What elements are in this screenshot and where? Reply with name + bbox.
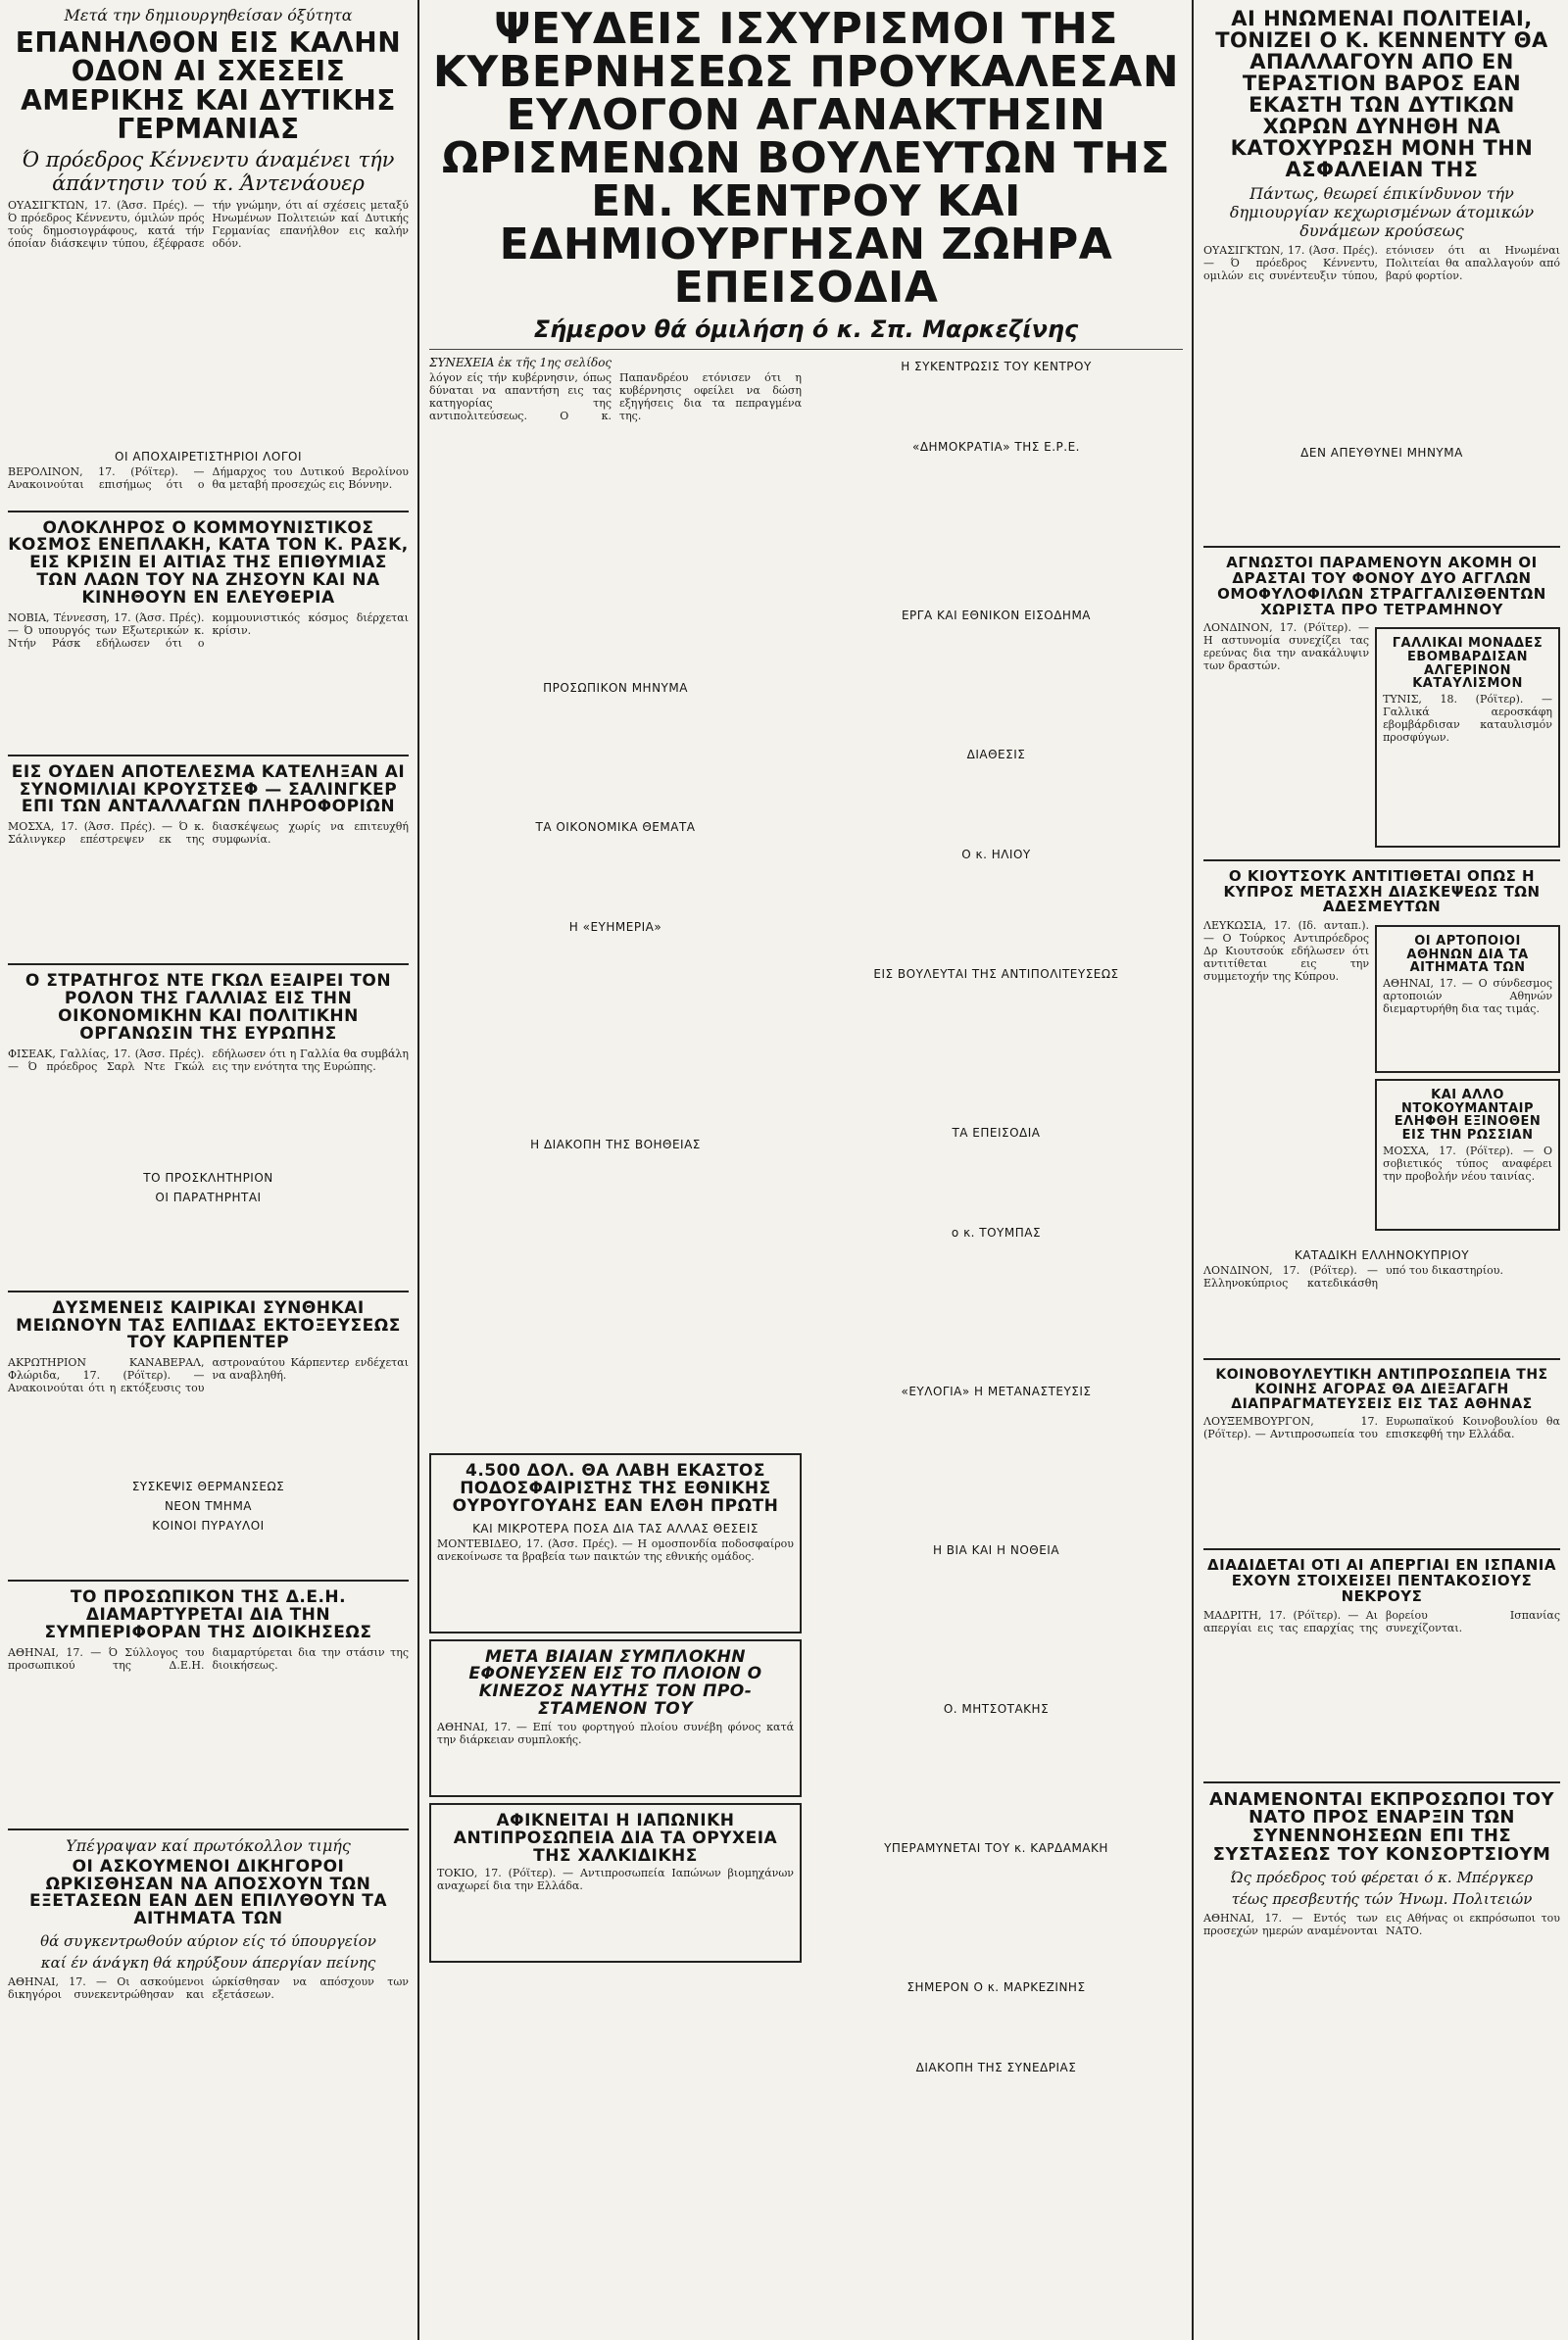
article-body: ΒΕΡΟΛΙΝΟΝ, 17. (Ρόϊτερ). — Ανακοινούται επισήμως ότι ο Δήμαρχος του Δυτικού Βερολίνου θα μεταβή προσεχώς εις Βόννην. — [8, 464, 409, 491]
headline-carpenter: ΔΥΣΜΕΝΕΙΣ ΚΑΙΡΙΚΑΙ ΣΥΝΘΗΚΑΙ ΜΕΙΩΝΟΥΝ ΤΑΣ ΕΛΠΙΔΑΣ ΕΚΤΟΞΕΥΣΕΩΣ ΤΟΥ ΚΑΡΠΕΝΤΕΡ — [16, 1297, 401, 1353]
article-nato-consortium — [1203, 1781, 1560, 2060]
headline-spain-strikes: ΔΙΑΔΙΔΕΤΑΙ ΟΤΙ ΑΙ ΑΠΕΡΓΙΑΙ ΕΝ ΙΣΠΑΝΙΑ ΕΧΟΥΝ ΣΤΟΙΧΕΙΣΕΙ ΠΕΝΤΑΚΟΣΙΟΥΣ ΝΕΚΡΟΥΣ — [1207, 1556, 1556, 1605]
article-body: ΛΟΥΞΕΜΒΟΥΡΓΟΝ, 17. (Ρόϊτερ). — Αντιπροσωπεία του Ευρωπαϊκού Κοινοβουλίου θα επισκεφθή την Ελλάδα. — [1203, 1415, 1560, 1441]
center-body — [429, 354, 1183, 2340]
headline-common-market: ΚΟΙΝΟΒΟΥΛΕΥΤΙΚΗ ΑΝΤΙΠΡΟΣΩΠΕΙΑ ΤΗΣ ΚΟΙΝΗΣ ΑΓΟΡΑΣ ΘΑ ΔΙΕΞΑΓΑΓΗ ΔΙΑΠΡΑΓΜΑΤΕΥΣΕΙΣ ΕΙΣ ΤΑΣ ΑΘΗΝΑΣ — [1215, 1367, 1548, 1412]
headline-kutchuk: Ο ΚΙΟΥΤΣΟΥΚ ΑΝΤΙΤΙΘΕΤΑΙ ΟΠΩΣ Η ΚΥΠΡΟΣ ΜΕΤΑΣΧΗ ΔΙΑΣΚΕΨΕΩΣ ΤΩΝ ΑΔΕΣΜΕΥΤΩΝ — [1223, 866, 1541, 916]
article-kutchuk — [1203, 859, 1560, 1352]
left-column — [0, 0, 416, 2340]
article-body: ΟΥΑΣΙΓΚΤΩΝ, 17. (Άσσ. Πρές). — Ό πρόεδρος Κέννεντυ, ομιλών εις συνέντευξιν τύπου, ετόνισεν ότι αι Ηνωμέναι Πολιτείαι θα απαλλαγούν από βαρύ φορτίον. — [1203, 244, 1560, 283]
article-common-market — [1203, 1358, 1560, 1542]
subheadline-nato-b: τέως πρεσβευτής τών Ήνωμ. Πολιτειών — [1231, 1890, 1533, 1909]
section-heading: Η «ΕΥΗΜΕΡΙΑ» — [568, 920, 662, 934]
section-heading: «ΕΥΛΟΓΙΑ» Η ΜΕΤΑΝΑΣΤΕΥΣΙΣ — [901, 1385, 1092, 1398]
section-heading: Ο. ΜΗΤΣΟΤΑΚΗΣ — [943, 1702, 1050, 1716]
section-heading: ΔΙΑΚΟΠΗ ΤΗΣ ΣΥΝΕΔΡΙΑΣ — [915, 2061, 1077, 2074]
article-communist-world — [8, 511, 409, 749]
section-heading: Ο κ. ΗΛΙΟΥ — [961, 848, 1031, 861]
center-column — [421, 0, 1191, 2340]
article-body: ΜΟΣΧΑ, 17. (Ρόϊτερ). — Ο σοβιετικός τύπος αναφέρει την προβολήν νέου ταινίας. — [1383, 1144, 1552, 1183]
article-body: ΑΘΗΝΑΙ, 17. — Εντός των προσεχών ημερών αναμένονται εις Αθήνας οι εκπρόσωποι του ΝΑΤΟ. — [1203, 1912, 1560, 1938]
article-body: ΑΘΗΝΑΙ, 17. — Ο σύνδεσμος αρτοποιών Αθηνών διεμαρτυρήθη δια τας τιμάς. — [1383, 977, 1552, 1016]
headline-dei-staff: ΤΟ ΠΡΟΣΩΠΙΚΟΝ ΤΗΣ Δ.Ε.Η. ΔΙΑΜΑΡΤΥΡΕΤΑΙ ΔΙΑ ΤΗΝ ΣΥΜΠΕΡΙΦΟΡΑΝ ΤΗΣ ΔΙΟΙΚΗΣΕΩΣ — [44, 1587, 372, 1642]
center-right-half — [809, 354, 1183, 2340]
subheadline-lawyers-a: θά συγκεντρωθούν αύριον είς τό ύπουργείον — [40, 1932, 376, 1951]
subheadline-markezinis: Σήμερον θά όμιλήση ό κ. Σπ. Μαρκεζίνης — [533, 316, 1079, 343]
article-body: ΑΘΗΝΑΙ, 17. — Επί του φορτηγού πλοίου συνέβη φόνος κατά την διάρκειαν συμπλοκής. — [437, 1720, 794, 1746]
headline-de-gaulle: Ο ΣΤΡΑΤΗΓΟΣ ΝΤΕ ΓΚΩΛ ΕΞΑΙΡΕΙ ΤΟΝ ΡΟΛΟΝ ΤΗΣ ΓΑΛΛΙΑΣ ΕΙΣ ΤΗΝ ΟΙΚΟΝΟΜΙΚΗΝ ΚΑΙ ΠΟΛΙΤΙΚΗΝ ΟΡΓΑΝΩΣΙΝ ΤΗΣ ΕΥΡΩΠΗΣ — [24, 971, 392, 1044]
article-body: ΛΟΝΔΙΝΟΝ, 17. (Ρόϊτερ). — Η αστυνομία συνεχίζει τας ερεύνας δια την ανακάλυψιν των δραστών. — [1203, 621, 1370, 673]
article-body: λόγον είς τήν κυβέρνησιν, όπως δύναται να απαντήση εις τας κατηγορίας της αντιπολιτεύσεως. Ο κ. Παπανδρέου ετόνισεν ότι η κυβέρνησις οφείλει να δώση εξηγήσεις δια τα πεπραγμένα της. — [429, 371, 802, 422]
article-spain-strikes — [1203, 1548, 1560, 1775]
headline-japanese-delegation: ΑΦΙΚΝΕΙΤΑΙ Η ΙΑΠΩΝΙΚΗ ΑΝΤΙΠΡΟΣΩΠΕΙΑ ΔΙΑ ΤΑ ΟΡΥΧΕΙΑ ΤΗΣ ΧΑΛΚΙΔΙΚΗΣ — [453, 1810, 778, 1866]
headline-lawyers: ΟΙ ΑΣΚΟΥΜΕΝΟΙ ΔΙΚΗΓΟΡΟΙ ΩΡΚΙΣΘΗΣΑΝ ΝΑ ΑΠΟΣΧΟΥΝ ΤΩΝ ΕΞΕΤΑΣΕΩΝ ΕΑΝ ΔΕΝ ΕΠΙΛΥΘΟΥΝ ΤΑ ΑΙΤΗΜΑΤΑ ΤΩΝ — [28, 1856, 388, 1929]
box-french-bombing — [1375, 627, 1560, 848]
headline-america-germany: ΕΠΑΝΗΛΘΟΝ ΕΙΣ ΚΑΛΗΝ ΟΔΟΝ ΑΙ ΣΧΕΣΕΙΣ ΑΜΕΡΙΚΗΣ ΚΑΙ ΔΥΤΙΚΗΣ ΓΕΡΜΑΝΙΑΣ — [15, 26, 402, 146]
section-heading: ΠΡΟΣΩΠΙΚΟΝ ΜΗΝΥΜΑ — [543, 681, 688, 695]
sidebar-boxes — [1375, 919, 1560, 1243]
section-heading: ΝΕΟΝ ΤΜΗΜΑ — [164, 1499, 253, 1514]
headline-khrushchev-salinger: ΕΙΣ ΟΥΔΕΝ ΑΠΟΤΕΛΕΣΜΑ ΚΑΤΕΛΗΞΑΝ ΑΙ ΣΥΝΟΜΙΛΙΑΙ ΚΡΟΥΣΤΣΕΦ — ΣΑΛΙΝΓΚΕΡ ΕΠΙ ΤΩΝ ΑΝΤΑΛΛΑΓΩΝ ΠΛΗΡΟΦΟΡΙΩΝ — [11, 761, 406, 817]
section-heading: ΚΟΙΝΟΙ ΠΥΡΑΥΛΟΙ — [152, 1519, 265, 1534]
section-heading: ο κ. ΤΟΥΜΠΑΣ — [951, 1226, 1042, 1240]
column-rule — [1192, 0, 1194, 2340]
section-heading: ΤΑ ΟΙΚΟΝΟΜΙΚΑ ΘΕΜΑΤΑ — [535, 820, 696, 834]
box-uruguay-players — [429, 1453, 802, 1633]
section-heading: ΔΕΝ ΑΠΕΥΘΥΝΕΙ ΜΗΝΥΜΑ — [1300, 446, 1463, 461]
section-heading: ΥΠΕΡΑΜΥΝΕΤΑΙ ΤΟΥ κ. ΚΑΡΔΑΜΑΚΗ — [884, 1841, 1108, 1855]
article-dei-staff — [8, 1580, 409, 1823]
article-khrushchev-salinger — [8, 755, 409, 958]
article-carpenter — [8, 1291, 409, 1575]
section-heading: ΣΗΜΕΡΟΝ Ο κ. ΜΑΡΚΕΖΙΝΗΣ — [906, 1980, 1086, 1994]
article-body: ΑΘΗΝΑΙ, 17. — Ό Σύλλογος του προσωπικού της Δ.Ε.Η. διαμαρτύρεται δια την στάσιν της διοικήσεως. — [8, 1645, 409, 1672]
headline-french-bombing: ΓΑΛΛΙΚΑΙ ΜΟΝΑΔΕΣ ΕΒΟΜΒΑΡΔΙΣΑΝ ΑΛΓΕΡΙΝΟΝ ΚΑΤΑΥΛΙΣΜΟΝ — [1392, 636, 1544, 692]
article-london-murders — [1203, 546, 1560, 853]
headline-nato-consortium: ΑΝΑΜΕΝΟΝΤΑΙ ΕΚΠΡΟΣΩΠΟΙ ΤΟΥ ΝΑΤΟ ΠΡΟΣ ΕΝΑΡΞΙΝ ΤΩΝ ΣΥΝΕΝΝΟΗΣΕΩΝ ΕΠΙ ΤΗΣ ΣΥΣΤΑΣΕΩΣ ΤΟΥ ΚΟΝΣΟΡΤΣΙΟΥΜ — [1208, 1788, 1555, 1866]
headline-london-murders: ΑΓΝΩΣΤΟΙ ΠΑΡΑΜΕΝΟΥΝ ΑΚΟΜΗ ΟΙ ΔΡΑΣΤΑΙ ΤΟΥ ΦΟΝΟΥ ΔΥΟ ΑΓΓΛΩΝ ΟΜΟΦΥΛΟΦΙΛΩΝ ΣΤΡΑΓΓΑΛΙΣΘΕΝΤΩΝ ΧΩΡΙΣΤΑ ΠΡΟ ΤΕΤΡΑΜΗΝΟΥ — [1217, 554, 1546, 618]
lead-kicker: Μετά την δημιουργηθείσαν όξύτητα — [64, 6, 353, 24]
subheadline-uruguay: ΚΑΙ ΜΙΚΡΟΤΕΡΑ ΠΟΣΑ ΔΙΑ ΤΑΣ ΑΛΛΑΣ ΘΕΣΕΙΣ — [472, 1521, 759, 1536]
subheadline-kennedy-adenauer: Ό πρόεδρος Κέννεντυ άναμένει τήν άπάντησιν τού κ. Άντενάουερ — [22, 147, 395, 195]
continued-label: ΣΥΝΕΧΕΙΑ ἐκ τῆς 1ης σελίδος — [429, 356, 612, 369]
article-lawyers — [8, 1828, 409, 2093]
article-body: ΜΟΣΧΑ, 17. (Άσσ. Πρές). — Ό κ. Σάλινγκερ επέστρεψεν εκ της διασκέψεως χωρίς να επιτευχθή συμφωνία. — [8, 820, 409, 847]
section-heading: ΚΑΤΑΔΙΚΗ ΕΛΛΗΝΟΚΥΠΡΙΟΥ — [1294, 1248, 1470, 1263]
article-body: ΜΑΔΡΙΤΗ, 17. (Ρόϊτερ). — Αι απεργίαι εις τας επαρχίας της βορείου Ισπανίας συνεχίζονται. — [1203, 1608, 1560, 1634]
article-body: ΛΕΥΚΩΣΙΑ, 17. (Ιδ. ανταπ.). — Ο Τούρκος Αντιπρόεδρος Δρ Κιουτσούκ εδήλωσεν ότι αντιτίθεται εις την συμμετοχήν της Κύπρου. — [1203, 919, 1370, 984]
center-left-half — [429, 354, 802, 2340]
article-body: ΤΥΝΙΣ, 18. (Ρόϊτερ). — Γαλλικά αεροσκάφη εβομβάρδισαν καταυλισμόν προσφύγων. — [1383, 692, 1552, 744]
headline-uruguay: 4.500 ΔΟΛ. ΘΑ ΛΑΒΗ ΕΚΑΣΤΟΣ ΠΟΔΟΣΦΑΙΡΙΣΤΗΣ ΤΗΣ ΕΘΝΙΚΗΣ ΟΥΡΟΥΓΟΥΑΗΣ ΕΑΝ ΕΛΘΗ ΠΡΩΤΗ — [452, 1461, 779, 1516]
subheadline-lawyers-b: καί έν άνάγκη θά κηρύξουν άπεργίαν πείνης — [40, 1954, 376, 1973]
article-de-gaulle — [8, 963, 409, 1284]
article-body: ΑΚΡΩΤΗΡΙΟΝ ΚΑΝΑΒΕΡΑΛ, Φλώριδα, 17. (Ρόϊτερ). — Ανακοινούται ότι η εκτόξευσις του αστροναύτου Κάρπεντερ ενδέχεται να αναβληθή. — [8, 1356, 409, 1395]
section-heading: ΣΥΣΚΕΨΙΣ ΘΕΡΜΑΝΣΕΩΣ — [131, 1480, 285, 1494]
box-chinese-sailor — [429, 1639, 802, 1797]
article-body: ΝΟΒΙΑ, Τέννεσση, 17. (Άσσ. Πρές). — Ό υπουργός των Εξωτερικών κ. Ντήν Ράσκ εδήλωσεν ότι ο κομμουνιστικός κόσμος διέρχεται κρίσιν. — [8, 610, 409, 650]
article-body: ΛΟΝΔΙΝΟΝ, 17. (Ρόϊτερ). — Ελληνοκύπριος κατεδικάσθη υπό του δικαστηρίου. — [1203, 1264, 1503, 1291]
box-documentary — [1375, 1079, 1560, 1231]
article-body: ΜΟΝΤΕΒΙΔΕΟ, 17. (Άσσ. Πρές). — Η ομοσπονδία ποδοσφαίρου ανεκοίνωσε τα βραβεία των παικτών της εθνικής ομάδος. — [437, 1536, 794, 1563]
section-heading: ΕΙΣ ΒΟΥΛΕΥΤΑΙ ΤΗΣ ΑΝΤΙΠΟΛΙΤΕΥΣΕΩΣ — [873, 967, 1119, 981]
headline-communist-world: ΟΛΟΚΛΗΡΟΣ Ο ΚΟΜΜΟΥΝΙΣΤΙΚΟΣ ΚΟΣΜΟΣ ΕΝΕΠΛΑΚΗ, ΚΑΤΑ ΤΟΝ Κ. ΡΑΣΚ, ΕΙΣ ΚΡΙΣΙΝ ΕΙ ΑΙΤΙΑΣ ΤΗΣ ΕΠΙΘΥΜΙΑΣ ΤΩΝ ΛΑΩΝ ΤΟΥ ΝΑ ΖΗΣΟΥΝ ΚΑΙ ΝΑ ΚΙΝΗΘΟΥΝ ΕΝ ΕΛΕΥΘΕΡΙΑ — [8, 517, 409, 608]
london-murders-body — [1203, 621, 1560, 853]
section-heading: ΤΑ ΕΠΕΙΣΟΔΙΑ — [952, 1126, 1041, 1140]
article-body: ΤΟΚΙΟ, 17. (Ρόϊτερ). — Αντιπροσωπεία Ιαπώνων βιομηχάνων αναχωρεί δια την Ελλάδα. — [437, 1867, 794, 1893]
section-heading: «ΔΗΜΟΚΡΑΤΙΑ» ΤΗΣ Ε.Ρ.Ε. — [911, 440, 1080, 454]
right-column — [1196, 0, 1568, 2340]
divider — [429, 349, 1183, 350]
headline-chinese-sailor: ΜΕΤΑ ΒΙΑΙΑΝ ΣΥΜΠΛΟΚΗΝ ΕΦΟΝΕΥΣΕΝ ΕΙΣ ΤΟ ΠΛΟΙΟΝ Ο ΚΙΝΕΖΟΣ ΝΑΥΤΗΣ ΤΟΝ ΠΡΟ-ΣΤΑΜΕΝΟΝ ΤΟΥ — [468, 1646, 762, 1720]
main-headline-government-claims: ΨΕΥΔΕΙΣ ΙΣΧΥΡΙΣΜΟΙ ΤΗΣ ΚΥΒΕΡΝΗΣΕΩΣ ΠΡΟΥΚΑΛΕΣΑΝ ΕΥΛΟΓΟΝ ΑΓΑΝΑΚΤΗΣΙΝ ΩΡΙΣΜΕΝΩΝ ΒΟΥΛΕΥΤΩΝ ΤΗΣ ΕΝ. ΚΕΝΤΡΟΥ ΚΑΙ ΕΔΗΜΙΟΥΡΓΗΣΑΝ ΖΩΗΡΑ ΕΠΕΙΣΟΔΙΑ — [432, 4, 1180, 313]
section-heading: ΟΙ ΑΠΟΧΑΙΡΕΤΙΣΤΗΡΙΟΙ ΛΟΓΟΙ — [115, 449, 302, 463]
section-heading: ΔΙΑΘΕΣΙΣ — [966, 748, 1026, 761]
section-heading: Η ΣΥΚΕΝΤΡΩΣΙΣ ΤΟΥ ΚΕΝΤΡΟΥ — [901, 360, 1092, 373]
section-heading: ΟΙ ΠΑΡΑΤΗΡΗΤΑΙ — [155, 1190, 262, 1204]
box-japanese-delegation — [429, 1803, 802, 1964]
subheadline-nuclear-forces: Πάντως, θεωρεί έπικίνδυνον τήν δημιουργίαν κεχωρισμένων άτομικών δυνάμεων κρούσεως — [1229, 184, 1535, 241]
article-body: ΑΘΗΝΑΙ, 17. — Οι ασκούμενοι δικηγόροι συνεκεντρώθησαν και ώρκίσθησαν να απόσχουν των εξετάσεων. — [8, 1975, 409, 2002]
subheadline-nato-a: Ώς πρόεδρος τού φέρεται ό κ. Μπέργκερ — [1230, 1869, 1534, 1887]
headline-kennedy-burden: ΑΙ ΗΝΩΜΕΝΑΙ ΠΟΛΙΤΕΙΑΙ, ΤΟΝΙΖΕΙ Ο Κ. ΚΕΝΝΕΝΤΥ ΘΑ ΑΠΑΛΛΑΓΟΥΝ ΑΠΟ ΕΝ ΤΕΡΑΣΤΙΟΝ ΒΑΡΟΣ ΕΑΝ ΕΚΑΣΤΗ ΤΩΝ ΔΥΤΙΚΩΝ ΧΩΡΩΝ ΔΥΝΗΘΗ ΝΑ ΚΑΤΟΧΥΡΩΣΗ ΜΟΝΗ ΤΗΝ ΑΣΦΑΛΕΙΑΝ ΤΗΣ — [1215, 7, 1548, 182]
section-heading: ΤΟ ΠΡΟΣΚΛΗΤΗΡΙΟΝ — [143, 1170, 273, 1185]
article-body: ΟΥΑΣΙΓΚΤΩΝ, 17. (Άσσ. Πρές). — Ό πρόεδρος Κέννεντυ, όμιλών πρός τούς δημοσιογράφους, κατά τήν όποίαν διάσκεψιν τύπου, έξέφρασε τήν γνώμην, ότι αί σχέσεις μεταξύ Ηνωμένων Πολιτειών καί Δυτικής Γερμανίας επανήλθον εις καλήν οδόν. — [8, 198, 409, 250]
headline-bakers: ΟΙ ΑΡΤΟΠΟΙΟΙ ΑΘΗΝΩΝ ΔΙΑ ΤΑ ΑΙΤΗΜΑΤΑ ΤΩΝ — [1406, 934, 1529, 976]
section-heading: ΕΡΓΑ ΚΑΙ ΕΘΝΙΚΟΝ ΕΙΣΟΔΗΜΑ — [901, 609, 1092, 622]
section-heading: Η ΔΙΑΚΟΠΗ ΤΗΣ ΒΟΗΘΕΙΑΣ — [530, 1138, 701, 1151]
article-body: ΦΙΣΕΑΚ, Γαλλίας, 17. (Άσσ. Πρές). — Ό πρόεδρος Σαρλ Ντε Γκώλ εδήλωσεν ότι η Γαλλία θα συμβάλη εις την ενότητα της Ευρώπης. — [8, 1047, 409, 1073]
kutchuk-body — [1203, 919, 1560, 1243]
sidebar-box-wrap — [1375, 621, 1560, 853]
box-bakers — [1375, 925, 1560, 1073]
headline-documentary: ΚΑΙ ΑΛΛΟ ΝΤΟΚΟΥΜΑΝΤΑΙΡ ΕΛΗΦΘΗ ΕΞΙΝΟΘΕΝ ΕΙΣ ΤΗΝ ΡΩΣΣΙΑΝ — [1394, 1088, 1542, 1144]
kicker-lawyers: Υπέγραψαν καί πρωτόκολλον τιμής — [66, 1835, 351, 1855]
column-rule — [417, 0, 419, 2340]
section-heading: Η ΒΙΑ ΚΑΙ Η ΝΟΘΕΙΑ — [932, 1543, 1060, 1557]
